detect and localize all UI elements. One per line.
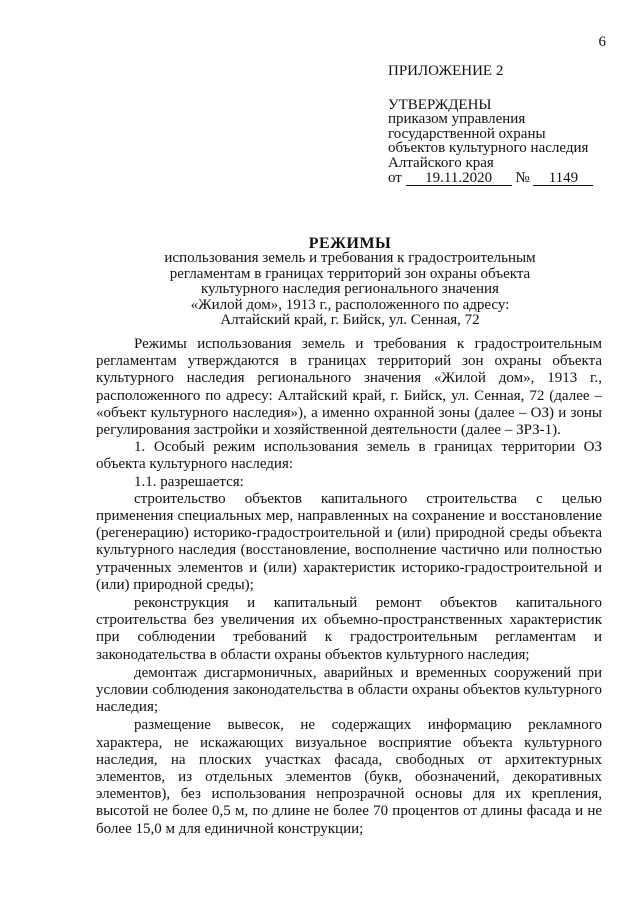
document-body: [96, 336, 602, 838]
approval-line: объектов культурного наследия: [388, 140, 589, 157]
title-heading: РЕЖИМЫ: [308, 235, 392, 252]
approval-block: [388, 64, 618, 186]
number-prefix: №: [515, 169, 530, 186]
title-line: культурного наследия регионального значения: [201, 281, 499, 298]
paragraph-reconstruction: реконструкция и капитальный ремонт объектов капитального строительства без увеличения их объемно-пространственных характеристик при соблюдении требований к градостроительным регламентам и законодательства в области охраны объектов культурного наследия;: [96, 595, 602, 663]
approval-line: Алтайского края: [388, 154, 494, 171]
order-date-number: [388, 171, 618, 186]
paragraph-section-1: 1. Особый режим использования земель в границах территории ОЗ объекта культурного наследия:: [96, 439, 602, 473]
paragraph-allowed: 1.1. разрешается:: [134, 473, 244, 490]
paragraph-demolition: демонтаж дисгармоничных, аварийных и временных сооружений при условии соблюдения законодательства в области охраны объектов культурного наследия;: [96, 664, 602, 716]
order-date: 19.11.2020: [406, 172, 512, 186]
title-line: «Жилой дом», 1913 г., расположенного по адресу:: [190, 296, 510, 313]
appendix-label: ПРИЛОЖЕНИЕ 2: [388, 63, 504, 79]
paragraph-intro: Режимы использования земель и требования к градостроительным регламентам утверждаются в границах территорий зон охраны объекта культурного наследия регионального значения «Жилой дом», 1913 г., расположенного по адресу: Алтайский край, г. Бийск, ул. Сенная, 72 (далее – «объект культурного наследия»), а именно охранной зоны (далее – ОЗ) и зоны регулирования застройки и хозяйственной деятельности (далее – ЗРЗ-1).: [96, 336, 602, 439]
date-prefix: от: [388, 169, 402, 186]
paragraph-signage: размещение вывесок, не содержащих информацию рекламного характера, не искажающих визуальное восприятие объекта культурного наследия, на плоских участках фасада, свободных от архитектурных элементов, из отдельных элементов (букв, обозначений, декоративных элементов), без использования непрозрачной основы для их крепления, высотой не более 0,5 м, по длине не более 70 процентов от длины фасада и не более 15,0 м для единичной конструкции;: [96, 717, 602, 837]
document-title: [100, 236, 600, 328]
approved-label: УТВЕРЖДЕНЫ: [388, 96, 492, 113]
title-line: Алтайский край, г. Бийск, ул. Сенная, 72: [220, 312, 480, 329]
title-line: регламентам в границах территорий зон охраны объекта: [169, 265, 531, 282]
title-line: использования земель и требования к градостроительным: [164, 250, 536, 267]
approval-line: приказом управления: [388, 111, 526, 128]
page-number: 6: [598, 34, 606, 50]
paragraph-construction: строительство объектов капитального строительства с целью применения специальных мер, направленных на сохранение и восстановление (регенерацию) историко-градостроительной и (или) природной среды объекта культурного наследия (восстановление, восполнение частично или полностью утраченных элементов и (или) характеристик историко-градостроительной и (или) природной среды);: [96, 490, 602, 593]
order-number: 1149: [533, 172, 593, 186]
approval-line: государственной охраны: [388, 125, 546, 142]
